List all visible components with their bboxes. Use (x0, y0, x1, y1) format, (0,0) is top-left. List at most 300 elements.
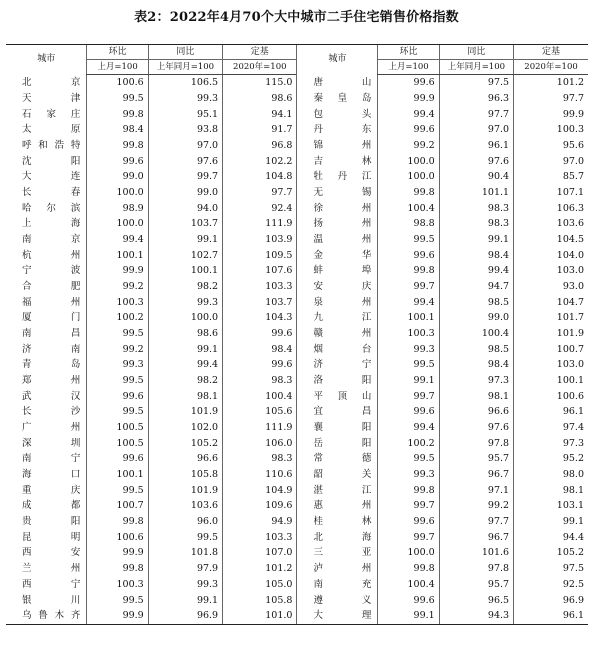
city-cell: 三 亚 (297, 545, 378, 561)
yoy-cell: 96.6 (439, 404, 513, 420)
mom-cell: 99.2 (87, 279, 148, 295)
yoy-cell: 102.0 (148, 420, 222, 436)
table-row (6, 420, 588, 436)
fixed-cell: 109.5 (223, 247, 297, 263)
city-cell: 青 岛 (22, 359, 81, 371)
fixed-cell: 107.0 (223, 545, 297, 561)
mom-cell: 99.8 (378, 263, 439, 279)
yoy-cell: 99.0 (439, 310, 513, 326)
fixed-cell: 95.2 (514, 451, 588, 467)
table-header (6, 45, 588, 75)
yoy-cell: 102.7 (148, 247, 222, 263)
mom-cell: 99.5 (378, 232, 439, 248)
fixed-cell: 107.1 (514, 185, 588, 201)
fixed-cell: 95.6 (514, 138, 588, 154)
mom-cell: 99.6 (378, 247, 439, 263)
mom-cell: 99.2 (87, 341, 148, 357)
table-row (6, 294, 588, 310)
table-row (6, 592, 588, 608)
yoy-cell: 97.6 (148, 153, 222, 169)
table-row (6, 498, 588, 514)
city-cell: 秦皇岛 (297, 91, 378, 107)
yoy-cell: 94.7 (439, 279, 513, 295)
city-cell: 深 圳 (22, 437, 81, 449)
mom-cell: 99.6 (87, 388, 148, 404)
fixed-cell: 100.3 (514, 122, 588, 138)
fixed-cell: 104.7 (514, 294, 588, 310)
yoy-cell: 96.9 (148, 608, 222, 624)
mom-cell: 99.6 (378, 75, 439, 91)
header-fixed: 定基 (223, 45, 297, 60)
yoy-cell: 97.0 (148, 138, 222, 154)
fixed-cell: 103.1 (514, 498, 588, 514)
city-cell: 厦 门 (22, 312, 81, 324)
yoy-cell: 97.8 (439, 561, 513, 577)
mom-cell: 99.9 (87, 608, 148, 624)
table-row (6, 279, 588, 295)
fixed-cell: 104.3 (223, 310, 297, 326)
fixed-cell: 97.5 (514, 561, 588, 577)
header-city: 城市 (6, 45, 87, 75)
table-row (6, 482, 588, 498)
mom-cell: 100.1 (87, 467, 148, 483)
fixed-cell: 85.7 (514, 169, 588, 185)
table-title: 表2：2022年4月70个大中城市二手住宅销售价格指数 (134, 10, 459, 25)
fixed-cell: 106.0 (223, 435, 297, 451)
yoy-cell: 99.4 (439, 263, 513, 279)
fixed-cell: 105.6 (223, 404, 297, 420)
fixed-cell: 101.0 (223, 608, 297, 624)
city-cell: 南 宁 (22, 453, 81, 465)
mom-cell: 100.3 (87, 294, 148, 310)
mom-cell: 99.1 (378, 608, 439, 624)
city-cell: 海 口 (22, 469, 81, 481)
yoy-cell: 100.1 (148, 263, 222, 279)
city-cell: 郑 州 (22, 375, 81, 387)
mom-cell: 100.4 (378, 577, 439, 593)
city-cell: 宜 昌 (297, 404, 378, 420)
header-yoy-base: 上年同月=100 (439, 60, 513, 75)
city-cell: 洛 阳 (297, 373, 378, 389)
header-mom-base: 上月=100 (378, 60, 439, 75)
yoy-cell: 99.1 (148, 341, 222, 357)
fixed-cell: 101.2 (514, 75, 588, 91)
mom-cell: 99.3 (378, 341, 439, 357)
table-row (6, 388, 588, 404)
fixed-cell: 99.6 (223, 326, 297, 342)
yoy-cell: 97.0 (439, 122, 513, 138)
mom-cell: 99.8 (87, 106, 148, 122)
fixed-cell: 98.6 (223, 91, 297, 107)
yoy-cell: 98.4 (439, 247, 513, 263)
city-cell: 银 川 (22, 594, 81, 606)
yoy-cell: 103.6 (148, 498, 222, 514)
yoy-cell: 99.3 (148, 577, 222, 593)
mom-cell: 99.6 (378, 514, 439, 530)
fixed-cell: 98.0 (514, 467, 588, 483)
mom-cell: 100.6 (87, 529, 148, 545)
fixed-cell: 96.1 (514, 404, 588, 420)
mom-cell: 99.9 (87, 263, 148, 279)
mom-cell: 98.8 (378, 216, 439, 232)
table-row (6, 577, 588, 593)
yoy-cell: 101.9 (148, 404, 222, 420)
yoy-cell: 98.1 (439, 388, 513, 404)
city-cell: 常 德 (297, 451, 378, 467)
yoy-cell: 100.4 (439, 326, 513, 342)
table-row (6, 545, 588, 561)
yoy-cell: 97.6 (439, 420, 513, 436)
mom-cell: 99.3 (378, 467, 439, 483)
yoy-cell: 106.5 (148, 75, 222, 91)
mom-cell: 99.9 (87, 545, 148, 561)
fixed-cell: 115.0 (223, 75, 297, 91)
city-cell: 吉 林 (297, 153, 378, 169)
city-cell: 成 都 (22, 500, 81, 512)
fixed-cell: 101.9 (514, 326, 588, 342)
mom-cell: 99.2 (378, 138, 439, 154)
mom-cell: 99.6 (378, 122, 439, 138)
fixed-cell: 106.3 (514, 200, 588, 216)
mom-cell: 100.5 (87, 435, 148, 451)
yoy-cell: 99.7 (148, 169, 222, 185)
fixed-cell: 103.9 (223, 232, 297, 248)
mom-cell: 99.4 (378, 106, 439, 122)
header-fixed-base: 2020年=100 (223, 60, 297, 75)
yoy-cell: 100.0 (148, 310, 222, 326)
yoy-cell: 99.1 (148, 232, 222, 248)
yoy-cell: 96.6 (148, 451, 222, 467)
fixed-cell: 102.2 (223, 153, 297, 169)
mom-cell: 100.7 (87, 498, 148, 514)
mom-cell: 99.6 (378, 592, 439, 608)
table-row (6, 169, 588, 185)
fixed-cell: 94.4 (514, 529, 588, 545)
mom-cell: 99.4 (87, 232, 148, 248)
city-cell: 兰 州 (22, 563, 81, 575)
city-cell: 烟 台 (297, 341, 378, 357)
city-cell: 乌鲁木齐 (6, 608, 87, 624)
fixed-cell: 91.7 (223, 122, 297, 138)
fixed-cell: 103.0 (514, 357, 588, 373)
mom-cell: 99.5 (87, 326, 148, 342)
city-cell: 长 春 (22, 187, 81, 199)
yoy-cell: 97.5 (439, 75, 513, 91)
yoy-cell: 96.7 (439, 467, 513, 483)
yoy-cell: 98.2 (148, 279, 222, 295)
fixed-cell: 103.6 (514, 216, 588, 232)
table-row (6, 247, 588, 263)
city-cell: 广 州 (22, 422, 81, 434)
mom-cell: 99.1 (378, 373, 439, 389)
table-row (6, 341, 588, 357)
mom-cell: 100.0 (378, 169, 439, 185)
city-cell: 宁 波 (22, 265, 81, 277)
fixed-cell: 100.6 (514, 388, 588, 404)
city-cell: 扬 州 (297, 216, 378, 232)
mom-cell: 99.8 (87, 561, 148, 577)
table-row (6, 153, 588, 169)
city-cell: 安 庆 (297, 279, 378, 295)
mom-cell: 100.0 (87, 216, 148, 232)
city-cell: 韶 关 (297, 467, 378, 483)
mom-cell: 99.5 (87, 404, 148, 420)
city-cell: 西 宁 (22, 578, 81, 590)
yoy-cell: 99.1 (148, 592, 222, 608)
fixed-cell: 104.0 (514, 247, 588, 263)
yoy-cell: 90.4 (439, 169, 513, 185)
city-cell: 北 海 (297, 529, 378, 545)
mom-cell: 99.7 (378, 279, 439, 295)
fixed-cell: 96.8 (223, 138, 297, 154)
fixed-cell: 103.3 (223, 529, 297, 545)
mom-cell: 99.8 (378, 561, 439, 577)
city-cell: 襄 阳 (297, 420, 378, 436)
mom-cell: 100.5 (87, 420, 148, 436)
fixed-cell: 99.1 (514, 514, 588, 530)
table-row (6, 373, 588, 389)
yoy-cell: 97.9 (148, 561, 222, 577)
mom-cell: 99.7 (378, 529, 439, 545)
mom-cell: 100.2 (378, 435, 439, 451)
table-row (6, 122, 588, 138)
city-cell: 石家庄 (22, 108, 81, 120)
city-cell: 岳 阳 (297, 435, 378, 451)
city-cell: 太 原 (22, 124, 81, 136)
table-body (6, 75, 588, 625)
yoy-cell: 101.6 (439, 545, 513, 561)
yoy-cell: 103.7 (148, 216, 222, 232)
header-mom: 环比 (87, 45, 148, 60)
yoy-cell: 98.1 (148, 388, 222, 404)
mom-cell: 99.5 (87, 482, 148, 498)
fixed-cell: 101.2 (223, 561, 297, 577)
fixed-cell: 98.4 (223, 341, 297, 357)
fixed-cell: 97.4 (514, 420, 588, 436)
fixed-cell: 110.6 (223, 467, 297, 483)
yoy-cell: 93.8 (148, 122, 222, 138)
fixed-cell: 107.6 (223, 263, 297, 279)
mom-cell: 99.5 (87, 91, 148, 107)
mom-cell: 99.8 (378, 482, 439, 498)
city-cell: 沈 阳 (22, 155, 81, 167)
fixed-cell: 96.1 (514, 608, 588, 624)
header-yoy-base: 上年同月=100 (148, 60, 222, 75)
yoy-cell: 95.7 (439, 577, 513, 593)
fixed-cell: 111.9 (223, 420, 297, 436)
city-cell: 无 锡 (297, 185, 378, 201)
fixed-cell: 98.3 (223, 373, 297, 389)
yoy-cell: 96.7 (439, 529, 513, 545)
fixed-cell: 97.0 (514, 153, 588, 169)
yoy-cell: 101.1 (439, 185, 513, 201)
table-row (6, 561, 588, 577)
yoy-cell: 95.1 (148, 106, 222, 122)
yoy-cell: 101.8 (148, 545, 222, 561)
city-cell: 大 理 (297, 608, 378, 624)
city-cell: 平顶山 (297, 388, 378, 404)
mom-cell: 99.5 (87, 373, 148, 389)
mom-cell: 99.7 (378, 388, 439, 404)
fixed-cell: 94.9 (223, 514, 297, 530)
mom-cell: 99.6 (378, 404, 439, 420)
mom-cell: 99.5 (87, 592, 148, 608)
mom-cell: 99.8 (87, 138, 148, 154)
yoy-cell: 98.5 (439, 294, 513, 310)
mom-cell: 100.3 (87, 577, 148, 593)
city-cell: 赣 州 (297, 326, 378, 342)
mom-cell: 100.2 (87, 310, 148, 326)
yoy-cell: 98.3 (439, 200, 513, 216)
mom-cell: 100.0 (87, 185, 148, 201)
mom-cell: 100.4 (378, 200, 439, 216)
city-cell: 大 连 (22, 171, 81, 183)
fixed-cell: 100.1 (514, 373, 588, 389)
fixed-cell: 98.1 (514, 482, 588, 498)
city-cell: 重 庆 (22, 484, 81, 496)
header-city: 城市 (297, 45, 378, 75)
mom-cell: 99.4 (378, 420, 439, 436)
city-cell: 武 汉 (22, 390, 81, 402)
fixed-cell: 100.7 (514, 341, 588, 357)
city-cell: 天 津 (22, 93, 81, 104)
table-row (6, 451, 588, 467)
fixed-cell: 97.3 (514, 435, 588, 451)
mom-cell: 99.8 (87, 514, 148, 530)
table-row (6, 326, 588, 342)
fixed-cell: 103.7 (223, 294, 297, 310)
table-row (6, 185, 588, 201)
city-cell: 济 宁 (297, 357, 378, 373)
fixed-cell: 105.0 (223, 577, 297, 593)
mom-cell: 99.6 (87, 451, 148, 467)
fixed-cell: 94.1 (223, 106, 297, 122)
city-cell: 蚌 埠 (297, 263, 378, 279)
table-row (6, 310, 588, 326)
table-row (6, 138, 588, 154)
fixed-cell: 105.8 (223, 592, 297, 608)
fixed-cell: 96.9 (514, 592, 588, 608)
yoy-cell: 98.5 (439, 341, 513, 357)
fixed-cell: 103.0 (514, 263, 588, 279)
fixed-cell: 109.6 (223, 498, 297, 514)
mom-cell: 100.6 (87, 75, 148, 91)
city-cell: 哈尔滨 (22, 202, 81, 214)
city-cell: 徐 州 (297, 200, 378, 216)
yoy-cell: 94.3 (439, 608, 513, 624)
city-cell: 昆 明 (22, 531, 81, 543)
yoy-cell: 96.3 (439, 91, 513, 107)
table-row (6, 75, 588, 91)
header-mom-base: 上月=100 (87, 60, 148, 75)
fixed-cell: 93.0 (514, 279, 588, 295)
yoy-cell: 97.7 (439, 514, 513, 530)
city-cell: 唐 山 (297, 75, 378, 91)
city-cell: 丹 东 (297, 122, 378, 138)
city-cell: 泸 州 (297, 561, 378, 577)
city-cell: 遵 义 (297, 592, 378, 608)
city-cell: 南 充 (297, 577, 378, 593)
yoy-cell: 97.8 (439, 435, 513, 451)
city-cell: 温 州 (297, 232, 378, 248)
fixed-cell: 104.8 (223, 169, 297, 185)
city-cell: 贵 阳 (22, 516, 81, 528)
mom-cell: 99.6 (87, 153, 148, 169)
fixed-cell: 97.7 (223, 185, 297, 201)
mom-cell: 99.5 (378, 451, 439, 467)
fixed-cell: 100.4 (223, 388, 297, 404)
yoy-cell: 105.2 (148, 435, 222, 451)
header-fixed: 定基 (514, 45, 588, 60)
fixed-cell: 104.5 (514, 232, 588, 248)
table-row (6, 529, 588, 545)
table-row (6, 467, 588, 483)
city-cell: 上 海 (22, 218, 81, 230)
yoy-cell: 96.5 (439, 592, 513, 608)
yoy-cell: 95.7 (439, 451, 513, 467)
city-cell: 惠 州 (297, 498, 378, 514)
table-row (6, 435, 588, 451)
city-cell: 包 头 (297, 106, 378, 122)
fixed-cell: 105.2 (514, 545, 588, 561)
mom-cell: 100.0 (378, 153, 439, 169)
city-cell: 长 沙 (22, 406, 81, 418)
mom-cell: 99.4 (378, 294, 439, 310)
table-row (6, 404, 588, 420)
city-cell: 福 州 (22, 296, 81, 308)
yoy-cell: 99.3 (148, 91, 222, 107)
yoy-cell: 98.6 (148, 326, 222, 342)
fixed-cell: 99.9 (514, 106, 588, 122)
city-cell: 呼和浩特 (22, 140, 81, 152)
price-index-table (6, 44, 588, 625)
yoy-cell: 99.5 (148, 529, 222, 545)
table-row (6, 91, 588, 107)
city-cell: 泉 州 (297, 294, 378, 310)
mom-cell: 99.0 (87, 169, 148, 185)
table-row (6, 357, 588, 373)
city-cell: 合 肥 (22, 281, 81, 293)
yoy-cell: 99.1 (439, 232, 513, 248)
yoy-cell: 97.6 (439, 153, 513, 169)
city-cell: 锦 州 (297, 138, 378, 154)
city-cell: 桂 林 (297, 514, 378, 530)
mom-cell: 99.7 (378, 498, 439, 514)
yoy-cell: 97.3 (439, 373, 513, 389)
city-cell: 杭 州 (22, 249, 81, 261)
yoy-cell: 99.4 (148, 357, 222, 373)
table-row (6, 514, 588, 530)
table-row (6, 106, 588, 122)
city-cell: 湛 江 (297, 482, 378, 498)
city-cell: 济 南 (22, 343, 81, 355)
city-cell: 南 京 (22, 234, 81, 246)
city-cell: 金 华 (297, 247, 378, 263)
mom-cell: 99.5 (378, 357, 439, 373)
mom-cell: 99.9 (378, 91, 439, 107)
fixed-cell: 99.6 (223, 357, 297, 373)
city-cell: 北 京 (22, 77, 81, 89)
fixed-cell: 111.9 (223, 216, 297, 232)
yoy-cell: 99.0 (148, 185, 222, 201)
yoy-cell: 97.7 (439, 106, 513, 122)
fixed-cell: 92.4 (223, 200, 297, 216)
yoy-cell: 97.1 (439, 482, 513, 498)
mom-cell: 98.4 (87, 122, 148, 138)
city-cell: 南 昌 (22, 328, 81, 340)
mom-cell: 100.1 (87, 247, 148, 263)
fixed-cell: 92.5 (514, 577, 588, 593)
